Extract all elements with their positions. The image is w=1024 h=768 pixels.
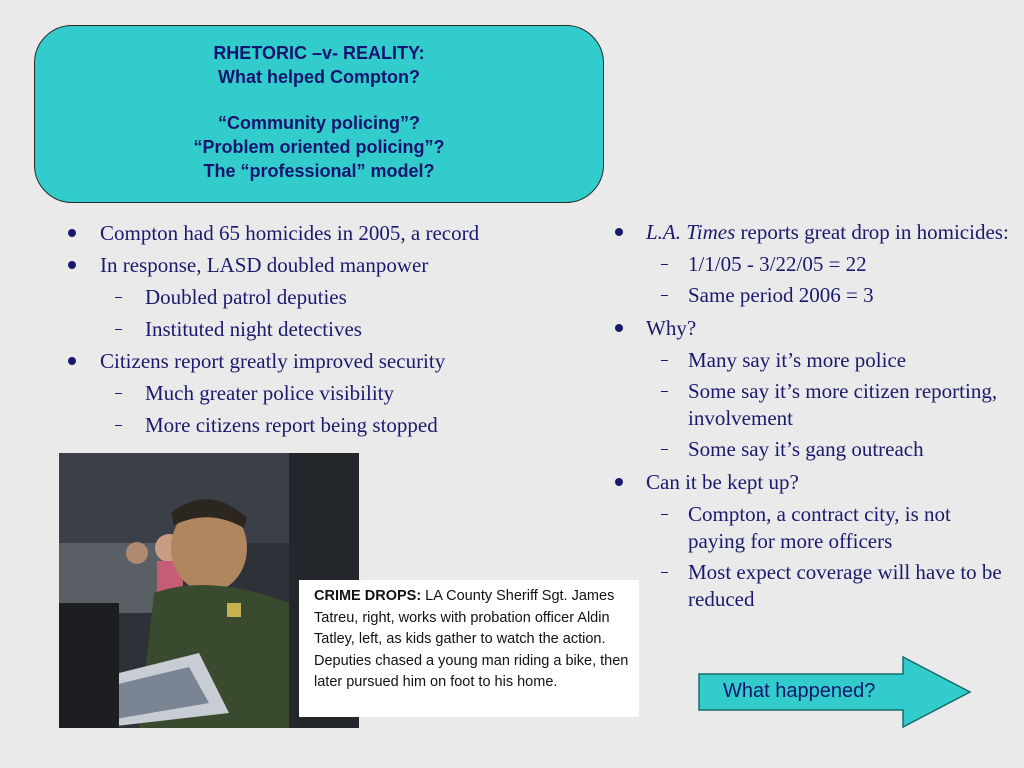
- left-bullet-list: [62, 220, 582, 444]
- dash-icon: [661, 572, 668, 573]
- what-happened-arrow-button[interactable]: [698, 656, 972, 728]
- photo-caption: [299, 580, 639, 717]
- title-line-1: RHETORIC –v- REALITY:: [213, 43, 425, 63]
- title-line-2: What helped Compton?: [218, 67, 420, 87]
- sub-list-item: Much greater police visibility: [98, 380, 582, 406]
- sub-list-item: Compton, a contract city, is not paying for more officers: [644, 501, 1009, 555]
- dash-icon: [115, 329, 122, 330]
- sub-list-item: More citizens report being stopped: [98, 412, 582, 438]
- dash-icon: [661, 391, 668, 392]
- list-item: Why? Many say it’s more police Some say it’s more citizen reporting, involvement Some say it’s gang outreach: [609, 315, 1009, 463]
- title-line-4: “Problem oriented policing”?: [193, 137, 445, 157]
- bullet-icon: [68, 357, 76, 365]
- dash-icon: [661, 360, 668, 361]
- list-item: Compton had 65 homicides in 2005, a record: [62, 220, 582, 246]
- caption-text: LA County Sheriff Sgt. James Tatreu, right, works with probation officer Aldin Tatley, left, as kids gather to watch the action. Deputies chased a young man riding a bike, then later pursued him on foot to his home.: [314, 588, 629, 690]
- list-item: Citizens report greatly improved security Much greater police visibility More citizens report being stopped: [62, 348, 582, 438]
- right-bullet-list: [609, 219, 1009, 619]
- sub-list-item: Instituted night detectives: [98, 316, 582, 342]
- sub-list-item: Same period 2006 = 3: [644, 282, 1009, 309]
- dash-icon: [661, 295, 668, 296]
- dash-icon: [115, 393, 122, 394]
- sub-list-item: Some say it’s gang outreach: [644, 436, 1009, 463]
- dash-icon: [661, 264, 668, 265]
- bullet-icon: [615, 478, 623, 486]
- dash-icon: [661, 449, 668, 450]
- sub-list-item: Many say it’s more police: [644, 347, 1009, 374]
- sub-list-item: Some say it’s more citizen reporting, involvement: [644, 378, 1009, 432]
- title-line-5: The “professional” model?: [203, 161, 435, 181]
- title-box: [34, 25, 604, 203]
- arrow-label: What happened?: [723, 680, 876, 702]
- bullet-icon: [615, 228, 623, 236]
- bullet-icon: [615, 324, 623, 332]
- list-item: Can it be kept up? Compton, a contract city, is not paying for more officers Most expect coverage will have to be reduced: [609, 469, 1009, 613]
- list-item: L.A. Times reports great drop in homicides: 1/1/05 - 3/22/05 = 22 Same period 2006 = 3: [609, 219, 1009, 309]
- dash-icon: [115, 425, 122, 426]
- bullet-icon: [68, 261, 76, 269]
- bullet-icon: [68, 229, 76, 237]
- sub-list-item: 1/1/05 - 3/22/05 = 22: [644, 251, 1009, 278]
- caption-lead: CRIME DROPS:: [314, 588, 422, 604]
- sub-list-item: Most expect coverage will have to be reduced: [644, 559, 1009, 613]
- list-item: In response, LASD doubled manpower Doubled patrol deputies Instituted night detectives: [62, 252, 582, 342]
- sub-list-item: Doubled patrol deputies: [98, 284, 582, 310]
- dash-icon: [115, 297, 122, 298]
- dash-icon: [661, 514, 668, 515]
- title-line-3: “Community policing”?: [218, 113, 420, 133]
